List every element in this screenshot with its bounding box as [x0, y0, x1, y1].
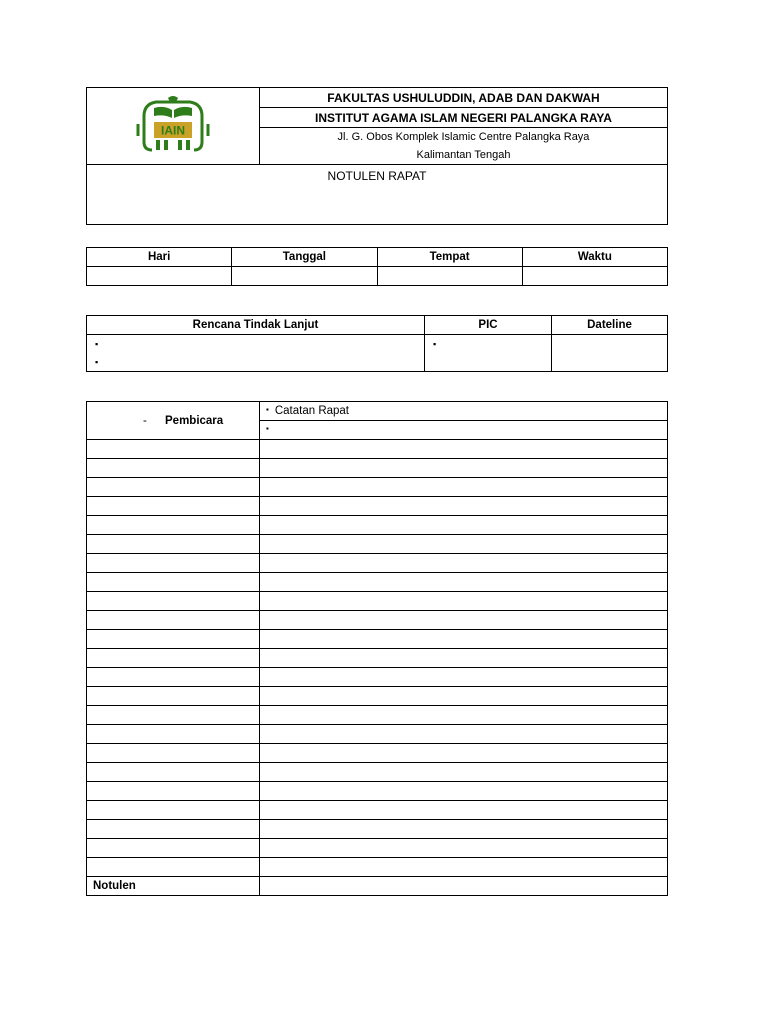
table-row — [87, 801, 668, 820]
schedule-table — [86, 247, 668, 286]
notes-cell[interactable] — [260, 516, 668, 535]
hari-value-cell[interactable] — [87, 267, 232, 286]
speaker-cell[interactable] — [87, 820, 260, 839]
header-tempat: Tempat — [377, 248, 522, 267]
schedule-header-row — [87, 248, 668, 267]
bullet-icon: ▪ — [433, 339, 437, 349]
table-row — [87, 687, 668, 706]
notes-cell[interactable] — [260, 782, 668, 801]
speaker-cell[interactable] — [87, 573, 260, 592]
notes-cell[interactable] — [260, 592, 668, 611]
speaker-cell[interactable] — [87, 839, 260, 858]
document-header — [86, 87, 668, 225]
speaker-cell[interactable] — [87, 725, 260, 744]
schedule-value-row — [87, 267, 668, 286]
notulen-row — [87, 877, 668, 896]
header-waktu: Waktu — [522, 248, 667, 267]
speaker-cell[interactable] — [87, 763, 260, 782]
table-row — [87, 649, 668, 668]
address — [260, 128, 668, 165]
table-row — [87, 706, 668, 725]
logo-cell — [87, 88, 260, 165]
pic-value-cell[interactable] — [425, 335, 552, 372]
rencana-value-cell[interactable] — [87, 335, 425, 372]
speaker-cell[interactable] — [87, 478, 260, 497]
table-row — [87, 630, 668, 649]
notes-cell[interactable] — [260, 478, 668, 497]
speaker-cell[interactable] — [87, 554, 260, 573]
speaker-cell[interactable] — [87, 687, 260, 706]
speaker-cell[interactable] — [87, 668, 260, 687]
notes-cell[interactable] — [260, 535, 668, 554]
speaker-cell[interactable] — [87, 858, 260, 877]
notes-cell[interactable] — [260, 649, 668, 668]
dateline-value-cell[interactable] — [552, 335, 668, 372]
table-row — [87, 820, 668, 839]
notes-cell[interactable] — [260, 497, 668, 516]
notes-cell[interactable] — [260, 630, 668, 649]
speaker-header — [87, 402, 260, 440]
notes-cell[interactable] — [260, 554, 668, 573]
notes-cell[interactable] — [260, 706, 668, 725]
speaker-cell[interactable] — [87, 535, 260, 554]
header-pic: PIC — [425, 316, 552, 335]
table-row — [87, 459, 668, 478]
notes-label: Catatan Rapat — [274, 405, 350, 417]
tempat-value-cell[interactable] — [377, 267, 522, 286]
dash-marker: - — [143, 414, 147, 427]
faculty-name: FAKULTAS USHULUDDIN, ADAB DAN DAKWAH — [260, 88, 668, 108]
notes-cell[interactable] — [260, 801, 668, 820]
header-hari: Hari — [87, 248, 232, 267]
bullet-icon: ▪ — [95, 357, 99, 367]
waktu-value-cell[interactable] — [522, 267, 667, 286]
table-row — [87, 668, 668, 687]
action-plan-table — [86, 315, 668, 372]
notes-cell[interactable] — [260, 440, 668, 459]
notes-cell[interactable] — [260, 744, 668, 763]
table-row — [87, 725, 668, 744]
table-row — [87, 763, 668, 782]
notes-cell[interactable] — [260, 687, 668, 706]
bullet-icon: ▪ — [266, 424, 269, 433]
speaker-cell[interactable] — [87, 744, 260, 763]
address-line-1: Jl. G. Obos Komplek Islamic Centre Palangka Raya — [337, 131, 590, 143]
notes-cell[interactable] — [260, 459, 668, 478]
table-row — [87, 573, 668, 592]
speaker-cell[interactable] — [87, 706, 260, 725]
institute-name: INSTITUT AGAMA ISLAM NEGERI PALANGKA RAYA — [260, 108, 668, 128]
table-row — [87, 839, 668, 858]
table-row — [87, 611, 668, 630]
plan-value-row — [87, 335, 668, 372]
plan-header-row — [87, 316, 668, 335]
speaker-cell[interactable] — [87, 649, 260, 668]
notes-cell[interactable] — [260, 820, 668, 839]
notes-cell[interactable] — [260, 839, 668, 858]
table-row — [87, 782, 668, 801]
document-title: NOTULEN RAPAT — [87, 165, 668, 225]
table-row — [87, 858, 668, 877]
header-tanggal: Tanggal — [232, 248, 377, 267]
speaker-cell[interactable] — [87, 516, 260, 535]
address-line-2: Kalimantan Tengah — [416, 149, 511, 161]
iain-logo-icon — [134, 96, 212, 154]
bullet-icon: ▪ — [266, 405, 269, 414]
speaker-cell[interactable] — [87, 440, 260, 459]
notes-cell[interactable] — [260, 573, 668, 592]
speaker-cell[interactable] — [87, 782, 260, 801]
notes-cell[interactable] — [260, 668, 668, 687]
speaker-cell[interactable] — [87, 459, 260, 478]
notes-cell[interactable] — [260, 725, 668, 744]
notes-cell[interactable] — [260, 763, 668, 782]
meeting-notes-table — [86, 401, 668, 896]
table-row — [87, 440, 668, 459]
notes-cell[interactable] — [260, 611, 668, 630]
speaker-label: Pembicara — [165, 414, 224, 427]
notulen-value-cell[interactable] — [260, 877, 668, 896]
header-dateline: Dateline — [552, 316, 668, 335]
table-row — [87, 744, 668, 763]
table-row — [87, 592, 668, 611]
header-rencana-tindak-lanjut: Rencana Tindak Lanjut — [87, 316, 425, 335]
table-row — [87, 554, 668, 573]
table-row — [87, 535, 668, 554]
bullet-icon: ▪ — [95, 339, 99, 349]
speaker-cell[interactable] — [87, 592, 260, 611]
notes-header — [260, 402, 668, 421]
table-row — [87, 516, 668, 535]
table-row — [87, 497, 668, 516]
speaker-cell[interactable] — [87, 801, 260, 820]
notes-bullet-row[interactable] — [260, 421, 668, 440]
speaker-cell[interactable] — [87, 497, 260, 516]
table-row — [87, 478, 668, 497]
speaker-cell[interactable] — [87, 611, 260, 630]
logo-text: IAIN — [161, 123, 185, 137]
notes-cell[interactable] — [260, 858, 668, 877]
notulen-label: Notulen — [87, 877, 260, 896]
tanggal-value-cell[interactable] — [232, 267, 377, 286]
speaker-cell[interactable] — [87, 630, 260, 649]
